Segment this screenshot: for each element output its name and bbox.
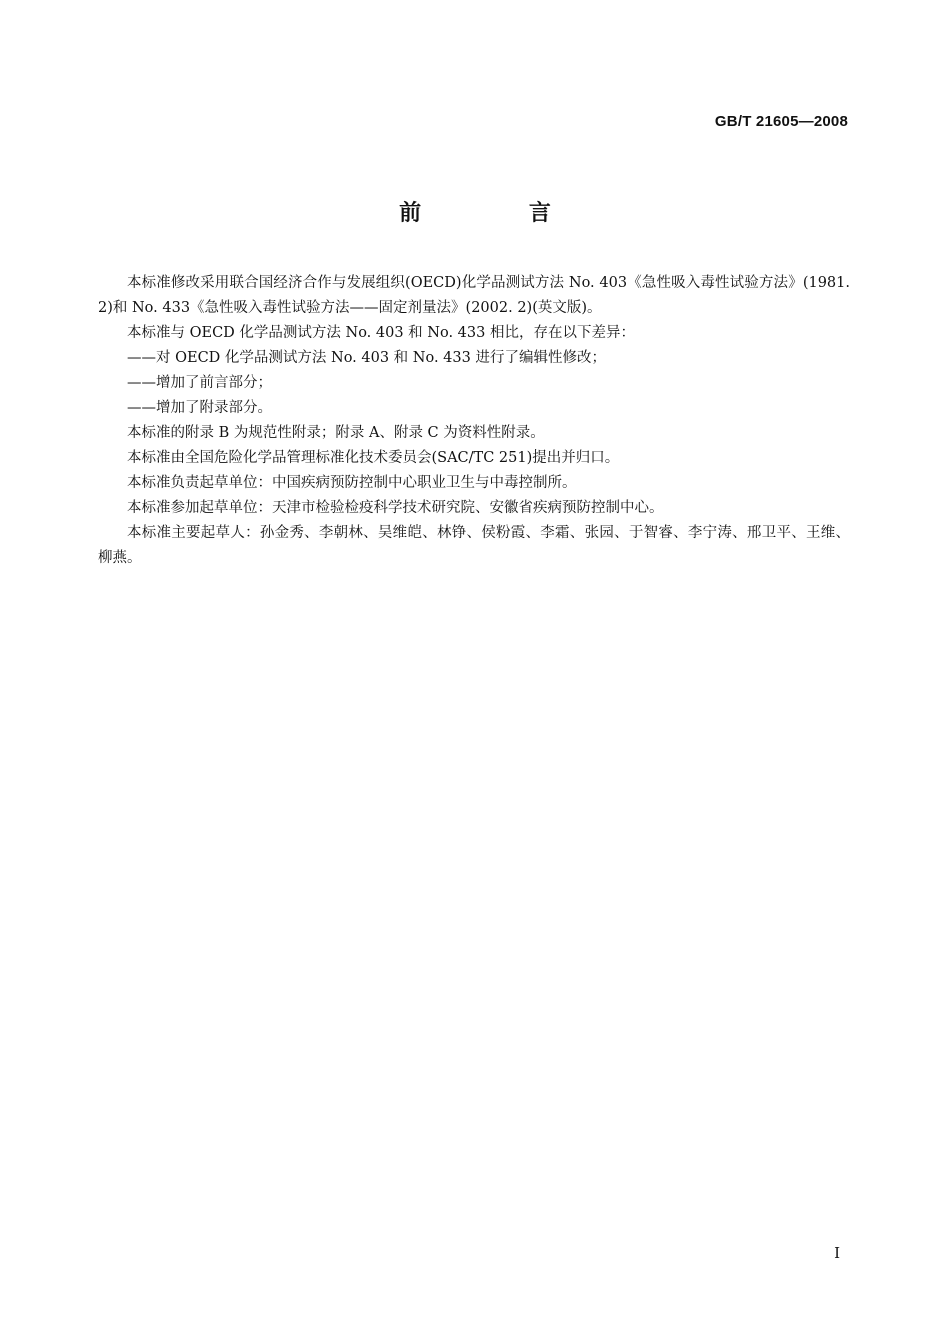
paragraph-drafters: 本标准主要起草人：孙金秀、李朝林、吴维皑、林铮、侯粉霞、李霜、张园、于智睿、李宁涛、邢卫平、王维、柳燕。: [98, 525, 850, 566]
page-number: I: [834, 1244, 840, 1262]
paragraph-drafting-unit: 本标准负责起草单位：中国疾病预防控制中心职业卫生与中毒控制所。: [127, 475, 577, 491]
list-item-preface: ——增加了前言部分；: [127, 375, 272, 391]
preface-body: [98, 271, 850, 571]
standard-number: GB/T 21605—2008: [714, 113, 848, 130]
list-item-appendix: ——增加了附录部分。: [127, 400, 272, 416]
list-item-editorial: ——对 OECD 化学品测试方法 No. 403 和 No. 433 进行了编辑性修改；: [127, 350, 606, 366]
paragraph-participating-units: 本标准参加起草单位：天津市检验检疫科学技术研究院、安徽省疾病预防控制中心。: [127, 500, 664, 516]
page-title: 前 言: [399, 201, 601, 226]
paragraph-differences: 本标准与 OECD 化学品测试方法 No. 403 和 No. 433 相比，存在以下差异：: [127, 325, 635, 341]
paragraph-proposed-by: 本标准由全国危险化学品管理标准化技术委员会(SAC/TC 251)提出并归口。: [127, 450, 620, 466]
paragraph-annex-types: 本标准的附录 B 为规范性附录；附录 A、附录 C 为资料性附录。: [127, 425, 545, 441]
paragraph-adoption: 本标准修改采用联合国经济合作与发展组织(OECD)化学品测试方法 No. 403《急性吸入毒性试验方法》(1981. 2)和 No. 433《急性吸入毒性试验方法——固定剂量法》(2002. 2)(英文版)。: [98, 275, 850, 316]
